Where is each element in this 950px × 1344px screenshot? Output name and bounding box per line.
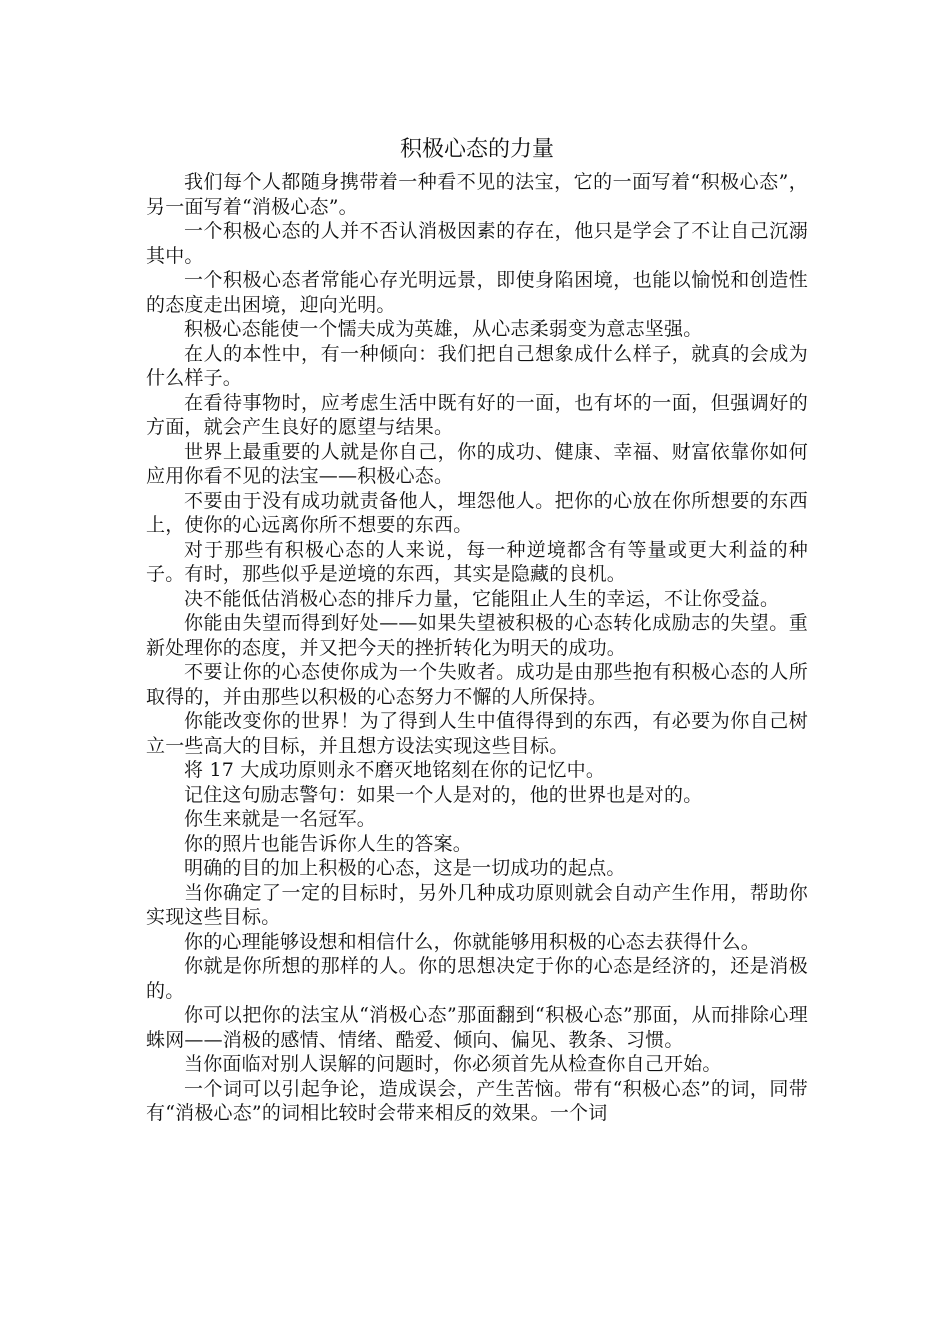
paragraph: 在看待事物时，应考虑生活中既有好的一面，也有坏的一面，但强调好的方面，就会产生良好的愿望与结果。 (146, 391, 808, 438)
paragraph: 一个积极心态的人并不否认消极因素的存在，他只是学会了不让自己沉溺其中。 (146, 220, 808, 267)
document-body (146, 170, 808, 1126)
paragraph: 记住这句励志警句：如果一个人是对的，他的世界也是对的。 (184, 783, 703, 806)
paragraph: 我们每个人都随身携带着一种看不见的法宝，它的一面写着“积极心态”，另一面写着“消极心态”。 (146, 171, 808, 218)
paragraph: 世界上最重要的人就是你自己，你的成功、健康、幸福、财富依靠你如何应用你看不见的法宝——积极心态。 (146, 440, 808, 487)
paragraph: 在人的本性中，有一种倾向：我们把自己想象成什么样子，就真的会成为什么样子。 (146, 342, 808, 389)
paragraph: 你生来就是一名冠军。 (184, 808, 377, 830)
paragraph: 决不能低估消极心态的排斥力量，它能阻止人生的幸运，不让你受益。 (184, 587, 780, 610)
paragraph: 你能由失望而得到好处——如果失望被积极的心态转化成励志的失望。重新处理你的态度，并又把今天的挫折转化为明天的成功。 (146, 612, 808, 659)
document-title: 积极心态的力量 (399, 137, 554, 162)
paragraph: 积极心态能使一个懦夫成为英雄，从心志柔弱变为意志坚强。 (184, 318, 703, 340)
paragraph: 将 17 大成功原则永不磨灭地铭刻在你的记忆中。 (184, 759, 606, 781)
paragraph: 你可以把你的法宝从“消极心态”那面翻到“积极心态”那面，从而排除心理蛛网——消极的感情、情绪、酷爱、倾向、偏见、教条、习惯。 (146, 1004, 808, 1051)
document-page (146, 132, 808, 1126)
paragraph: 当你面临对别人误解的问题时，你必须首先从检查你自己开始。 (184, 1053, 722, 1075)
paragraph: 不要由于没有成功就责备他人，埋怨他人。把你的心放在你所想要的东西上，使你的心远离你所不想要的东西。 (146, 489, 808, 536)
paragraph: 你的心理能够设想和相信什么，你就能够用积极的心态去获得什么。 (184, 930, 761, 953)
paragraph: 当你确定了一定的目标时，另外几种成功原则就会自动产生作用，帮助你实现这些目标。 (146, 881, 808, 928)
paragraph: 明确的目的加上积极的心态，这是一切成功的起点。 (184, 857, 626, 879)
paragraph: 一个词可以引起争论，造成误会，产生苦恼。带有“积极心态”的词，同带有“消极心态”的词相比较时会带来相反的效果。一个词 (146, 1077, 808, 1124)
paragraph: 你能改变你的世界！为了得到人生中值得得到的东西，有必要为你自己树立一些高大的目标，并且想方设法实现这些目标。 (146, 710, 808, 757)
paragraph: 对于那些有积极心态的人来说，每一种逆境都含有等量或更大利益的种子。有时，那些似乎是逆境的东西，其实是隐藏的良机。 (146, 538, 808, 585)
paragraph: 不要让你的心态使你成为一个失败者。成功是由那些抱有积极心态的人所取得的，并由那些以积极的心态努力不懈的人所保持。 (146, 661, 808, 708)
paragraph: 你就是你所想的那样的人。你的思想决定于你的心态是经济的，还是消极的。 (146, 955, 808, 1002)
paragraph: 你的照片也能告诉你人生的答案。 (184, 832, 473, 855)
paragraph: 一个积极心态者常能心存光明远景，即使身陷困境，也能以愉悦和创造性的态度走出困境，迎向光明。 (146, 269, 808, 316)
